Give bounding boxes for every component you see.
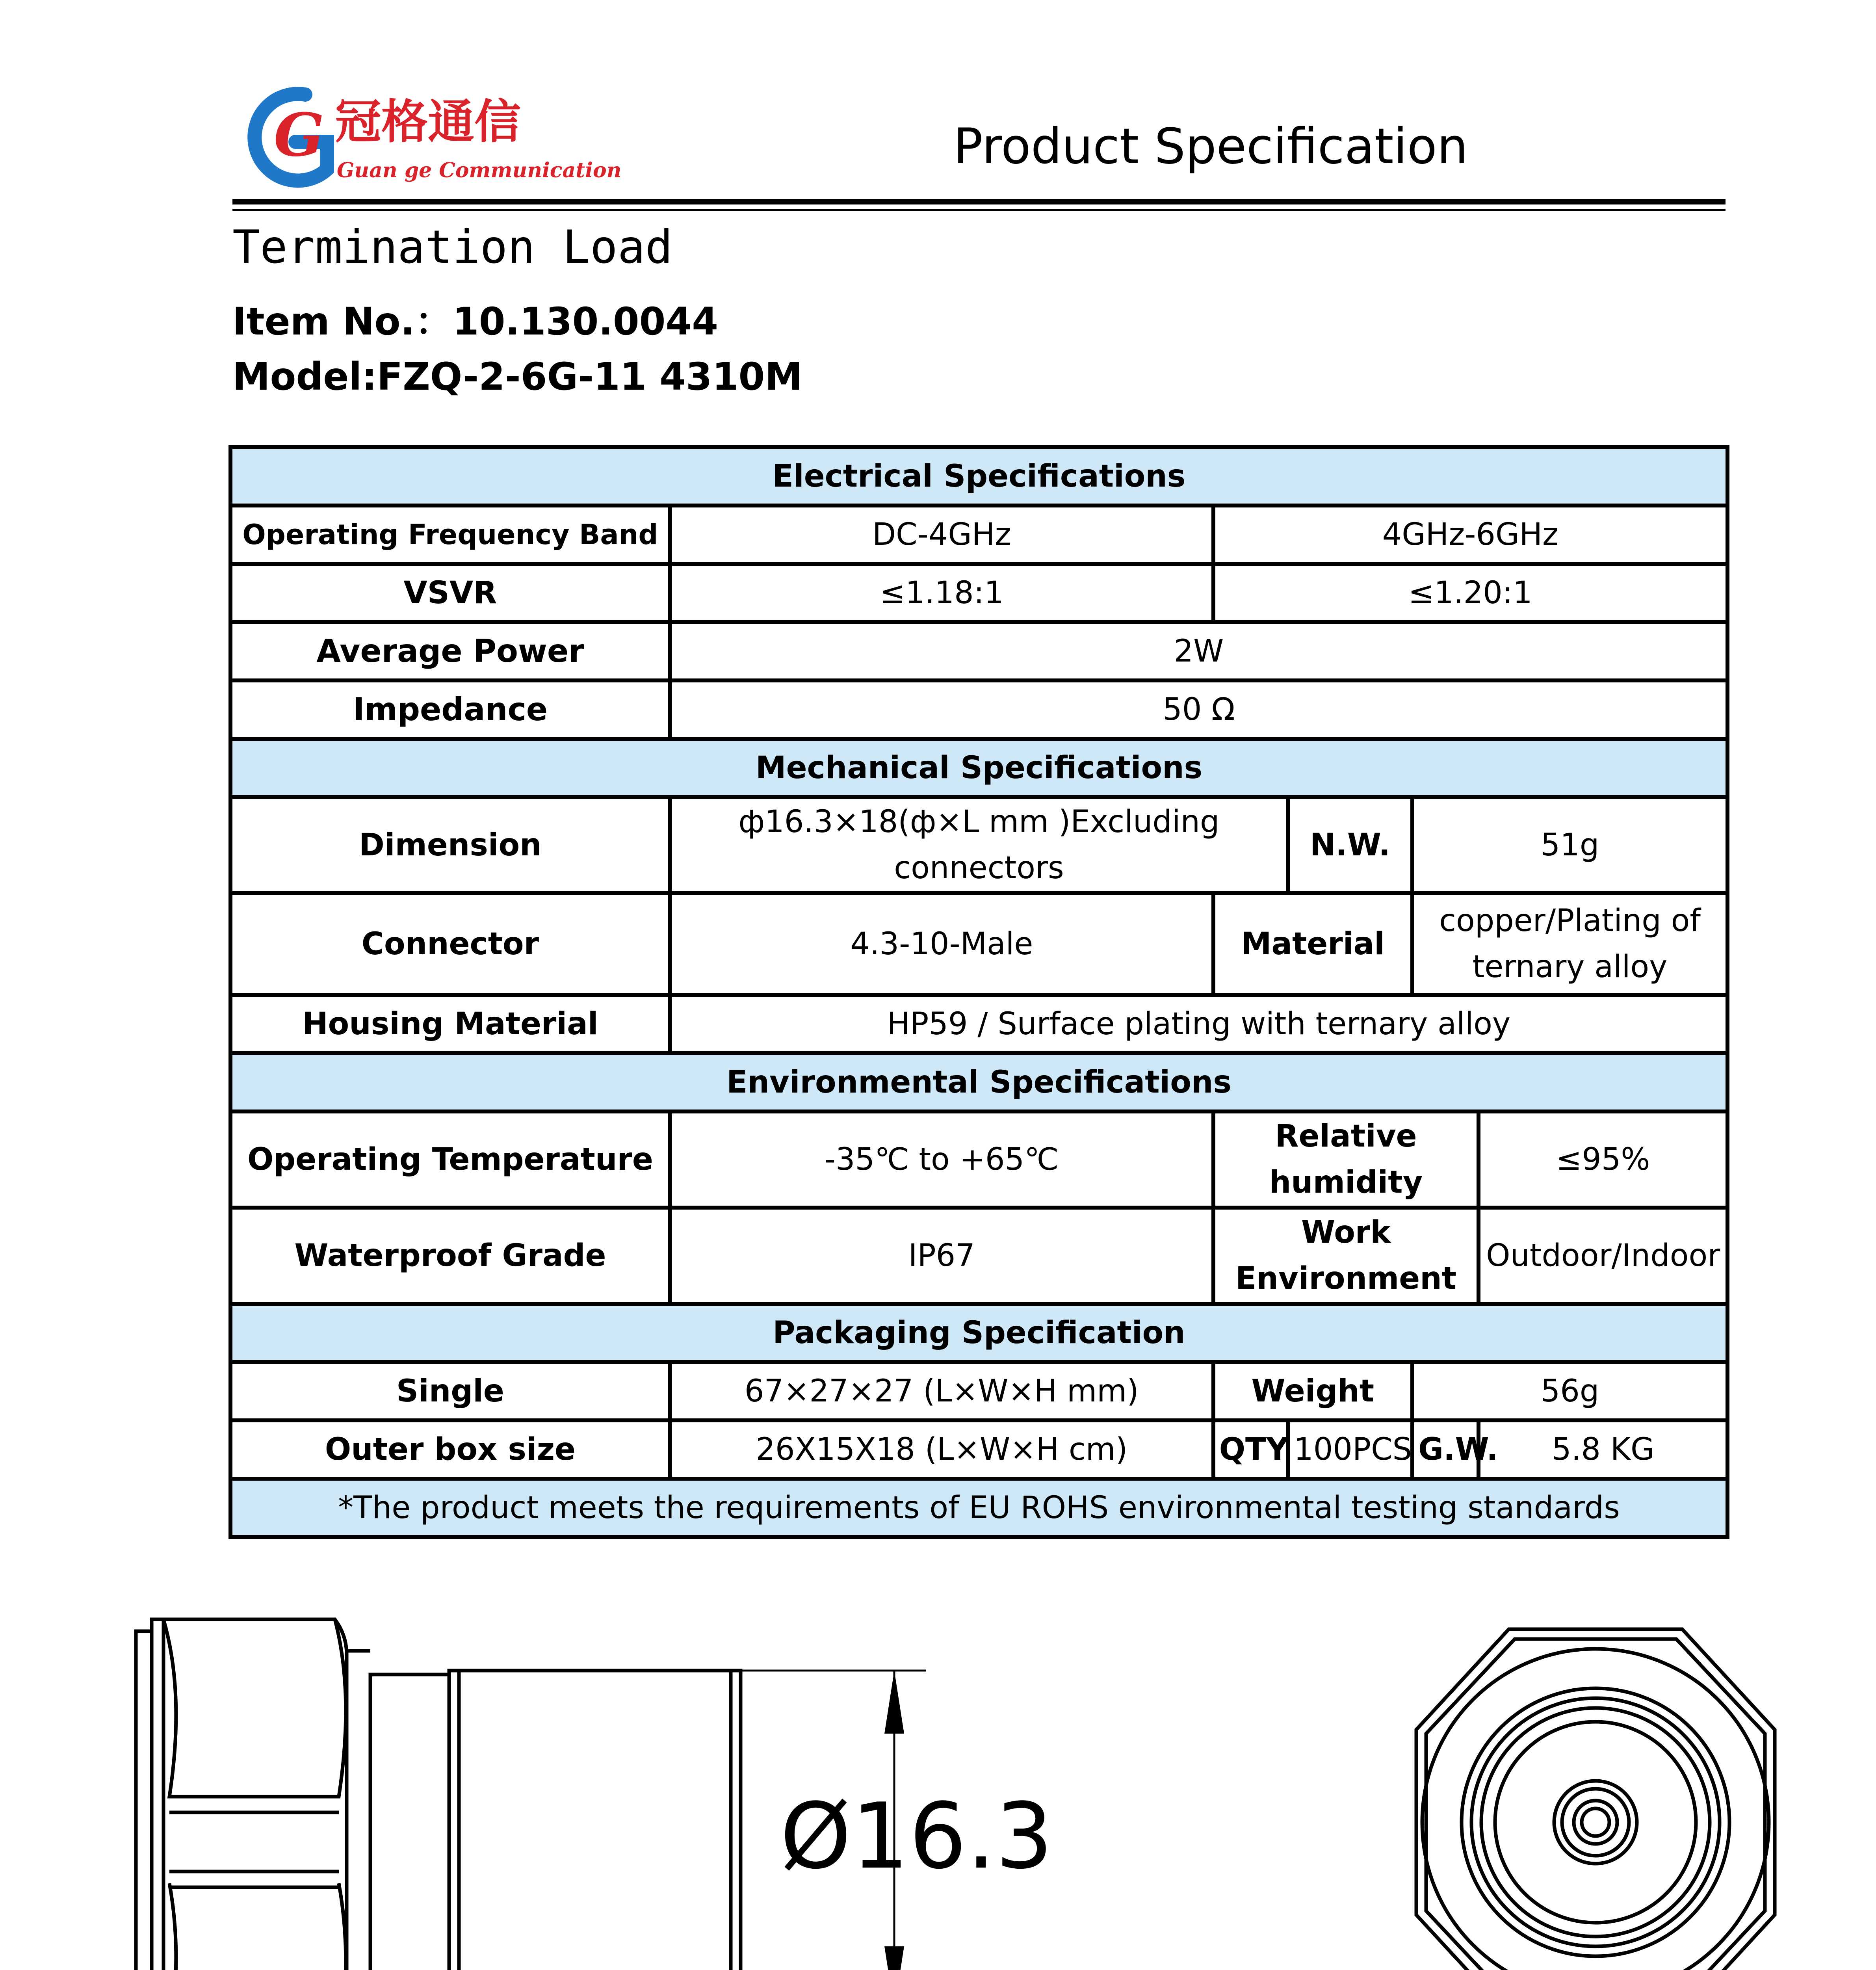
vsvr-label: VSVR — [230, 564, 670, 622]
nw-value: 51g — [1412, 797, 1727, 893]
logo-letter: G — [274, 100, 325, 170]
temp-value: -35℃ to +65℃ — [670, 1111, 1213, 1208]
rohs-note: *The product meets the requirements of EU ROHS environmental testing standards — [230, 1479, 1727, 1537]
material-value — [1412, 893, 1727, 995]
table-row — [230, 893, 1727, 995]
model-number: Model:FZQ-2-6G-11 4310M — [232, 355, 802, 399]
freq-label: Operating Frequency Band — [230, 506, 670, 564]
arrow-up-icon — [884, 1671, 904, 1734]
dimension-value: ф16.3×18(ф×L mm )Excluding connectors — [670, 797, 1288, 893]
side-view-drawing — [0, 1576, 1064, 1970]
vsvr-value-2: ≤1.20:1 — [1213, 564, 1727, 622]
table-row — [230, 622, 1727, 680]
document-title: Product Specification — [953, 118, 1468, 175]
section-row — [230, 1053, 1727, 1111]
freq-value-2: 4GHz-6GHz — [1213, 506, 1727, 564]
connector-neck — [370, 1674, 449, 1970]
section-heading-environmental: Environmental Specifications — [230, 1053, 1727, 1111]
table-row — [230, 1362, 1727, 1420]
humidity-value: ≤95% — [1479, 1111, 1727, 1208]
logo-english: Guan ge Communication — [337, 158, 622, 182]
work-env-label: Work Environment — [1213, 1208, 1479, 1304]
outer-box-value: 26X15X18 (L×W×H cm) — [670, 1420, 1213, 1479]
item-number-label: Item No.： — [232, 299, 453, 344]
section-row — [230, 739, 1727, 797]
impedance-value: 50 Ω — [670, 680, 1727, 739]
work-env-value: Outdoor/Indoor — [1479, 1208, 1727, 1304]
gw-value: 5.8 KG — [1479, 1420, 1727, 1479]
section-row — [230, 447, 1727, 506]
power-value: 2W — [670, 622, 1727, 680]
load-body — [449, 1671, 741, 1970]
footer-row — [230, 1479, 1727, 1537]
section-heading-mechanical: Mechanical Specifications — [230, 739, 1727, 797]
humidity-label: Relative humidity — [1213, 1111, 1479, 1208]
table-row — [230, 1111, 1727, 1208]
coupling-nut — [136, 1631, 152, 1970]
waterproof-label: Waterproof Grade — [230, 1208, 670, 1304]
single-label: Single — [230, 1362, 670, 1420]
front-view-drawing — [1379, 1615, 1812, 1970]
table-row — [230, 995, 1727, 1053]
table-row — [230, 564, 1727, 622]
company-logo — [236, 79, 622, 197]
arrow-down-icon — [884, 1946, 904, 1970]
outer-box-label: Outer box size — [230, 1420, 670, 1479]
header-rule-thin — [232, 209, 1726, 211]
material-value-line-1: copper/Plating of — [1439, 903, 1701, 939]
waterproof-value: IP67 — [670, 1208, 1213, 1304]
logo-chinese: 冠格通信 — [335, 94, 521, 149]
item-number-value: 10.130.0044 — [452, 299, 719, 344]
material-label: Material — [1213, 893, 1412, 995]
table-row — [230, 1420, 1727, 1479]
housing-label: Housing Material — [230, 995, 670, 1053]
section-heading-electrical: Electrical Specifications — [230, 447, 1727, 506]
nw-label: N.W. — [1288, 797, 1412, 893]
temp-label: Operating Temperature — [230, 1111, 670, 1208]
table-row — [230, 797, 1727, 893]
material-value-line-2: ternary alloy — [1472, 949, 1668, 985]
diameter-label: Ø16.3 — [780, 1784, 1053, 1889]
table-row — [230, 1208, 1727, 1304]
section-row — [230, 1304, 1727, 1362]
spec-table — [228, 445, 1729, 1539]
housing-value: HP59 / Surface plating with ternary alloy — [670, 995, 1727, 1053]
item-number — [232, 292, 718, 346]
section-heading-packaging: Packaging Specification — [230, 1304, 1727, 1362]
impedance-label: Impedance — [230, 680, 670, 739]
table-row — [230, 506, 1727, 564]
power-label: Average Power — [230, 622, 670, 680]
weight-label: Weight — [1213, 1362, 1412, 1420]
gw-label: G.W. — [1412, 1420, 1479, 1479]
qty-value: 100PCS — [1288, 1420, 1412, 1479]
single-value: 67×27×27 (L×W×H mm) — [670, 1362, 1213, 1420]
connector-value: 4.3-10-Male — [670, 893, 1213, 995]
freq-value-1: DC-4GHz — [670, 506, 1213, 564]
header-rule — [232, 199, 1726, 204]
product-name: Termination Load — [232, 221, 673, 274]
connector-label: Connector — [230, 893, 670, 995]
vsvr-value-1: ≤1.18:1 — [670, 564, 1213, 622]
table-row — [230, 680, 1727, 739]
weight-value: 56g — [1412, 1362, 1727, 1420]
center-pin — [1582, 1808, 1609, 1836]
qty-label: QTY — [1213, 1420, 1288, 1479]
dimension-label: Dimension — [230, 797, 670, 893]
